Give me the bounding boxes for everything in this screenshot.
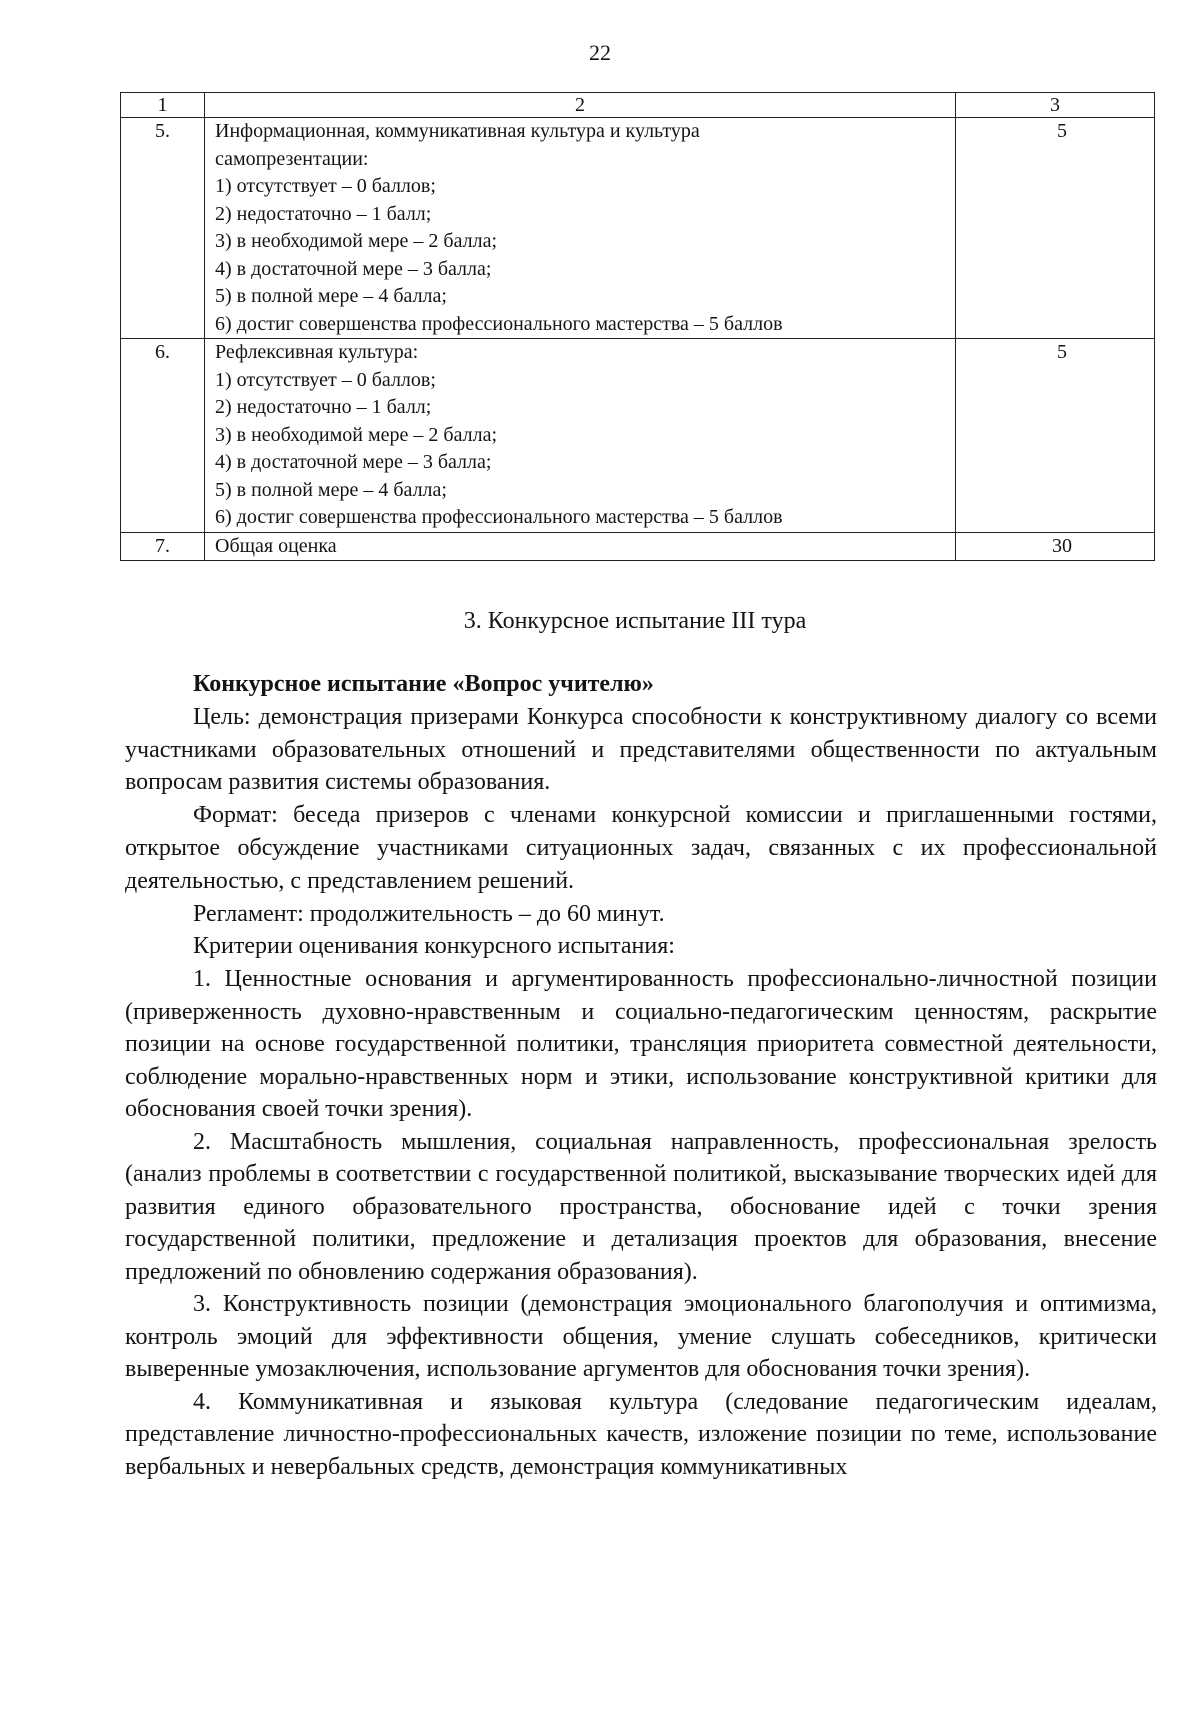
row-number: 5. — [121, 118, 205, 339]
criterion-4-paragraph: 4. Коммуникативная и языковая культура (следование педагогическим идеалам, представление личностно-профессиональных качеств, изложение позиции по теме, использование вербальных и невербальных средств, демонстрация коммуникативных — [125, 1388, 1157, 1480]
criterion-line: 4) в достаточной мере – 3 балла; — [215, 257, 492, 280]
subsection-heading: Конкурсное испытание «Вопрос учителю» — [193, 671, 654, 697]
table-row — [121, 339, 1155, 533]
goal-paragraph: Цель: демонстрация призерами Конкурса способности к конструктивному диалогу со всеми участниками образовательных отношений и представителями общественности по актуальным вопросам развития системы образования. — [125, 703, 1157, 796]
row-criterion — [205, 339, 956, 533]
criterion-1-paragraph: 1. Ценностные основания и аргументированность профессионально-личностной позиции (приверженность духовно-нравственным и социально-педагогическим ценностям, раскрытие позиции на основе государственной политики, трансляция приоритета совместной деятельности, соблюдение морально-нравственных норм и этики, использование конструктивной критики для обоснования своей точки зрения). — [125, 966, 1157, 1123]
page-number: 22 — [589, 40, 611, 65]
criteria-table — [120, 92, 1155, 561]
criterion-line: Информационная, коммуникативная культура и культура — [215, 120, 700, 142]
criteria-intro-paragraph: Критерии оценивания конкурсного испытания: — [193, 933, 675, 960]
table-header-row — [121, 93, 1155, 118]
header-cell-1: 1 — [121, 93, 205, 118]
row-criterion — [205, 532, 956, 561]
criterion-line: 5) в полной мере – 4 балла; — [215, 478, 447, 501]
row-score: 5 — [956, 339, 1155, 533]
criterion-line: Общая оценка — [215, 534, 337, 557]
row-score: 5 — [956, 118, 1155, 339]
criterion-line: 4) в достаточной мере – 3 балла; — [215, 451, 492, 473]
row-number: 6. — [121, 339, 205, 533]
criterion-line: 1) отсутствует – 0 баллов; — [215, 175, 436, 197]
criterion-2-paragraph: 2. Масштабность мышления, социальная направленность, профессиональная зрелость (анализ проблемы в соответствии с государственной политикой, высказывание творческих идей для развития единого образовательного пространства, обоснование идей с точки зрения государственной политики, предложение и детализация проектов для образования, внесение предложений по обновлению содержания образования). — [125, 1128, 1157, 1285]
row-criterion — [205, 118, 956, 339]
table-row — [121, 118, 1155, 339]
criterion-line: самопрезентации: — [215, 147, 369, 170]
criterion-line: 6) достиг совершенства профессионального мастерства – 5 баллов — [215, 312, 783, 335]
header-cell-3: 3 — [956, 93, 1155, 118]
table-row — [121, 532, 1155, 561]
criterion-line: 2) недостаточно – 1 балл; — [215, 396, 432, 418]
criterion-line: 6) достиг совершенства профессионального мастерства – 5 баллов — [215, 506, 783, 528]
header-cell-2: 2 — [205, 93, 956, 118]
section-title: 3. Конкурсное испытание III тура — [463, 608, 807, 634]
criterion-line: 3) в необходимой мере – 2 балла; — [215, 423, 498, 446]
format-paragraph: Формат: беседа призеров с членами конкурсной комиссии и приглашенными гостями, открытое обсуждение участниками ситуационных задач, связанных с их профессиональной деятельностью, с представлением решений. — [125, 802, 1157, 894]
row-score: 30 — [956, 532, 1155, 561]
criterion-3-paragraph: 3. Конструктивность позиции (демонстрация эмоционального благополучия и оптимизма, контроль эмоций для эффективности общения, умение слушать собеседников, критически выверенные умозаключения, использование аргументов для обоснования точки зрения). — [125, 1291, 1157, 1383]
criterion-line: 2) недостаточно – 1 балл; — [215, 202, 432, 225]
criterion-line: 1) отсутствует – 0 баллов; — [215, 368, 436, 391]
criterion-line: 3) в необходимой мере – 2 балла; — [215, 230, 498, 252]
body-text — [125, 668, 1157, 1483]
regulation-paragraph: Регламент: продолжительность – до 60 минут. — [193, 900, 665, 927]
criterion-line: Рефлексивная культура: — [215, 341, 419, 363]
criterion-line: 5) в полной мере – 4 балла; — [215, 285, 447, 307]
row-number: 7. — [121, 532, 205, 561]
